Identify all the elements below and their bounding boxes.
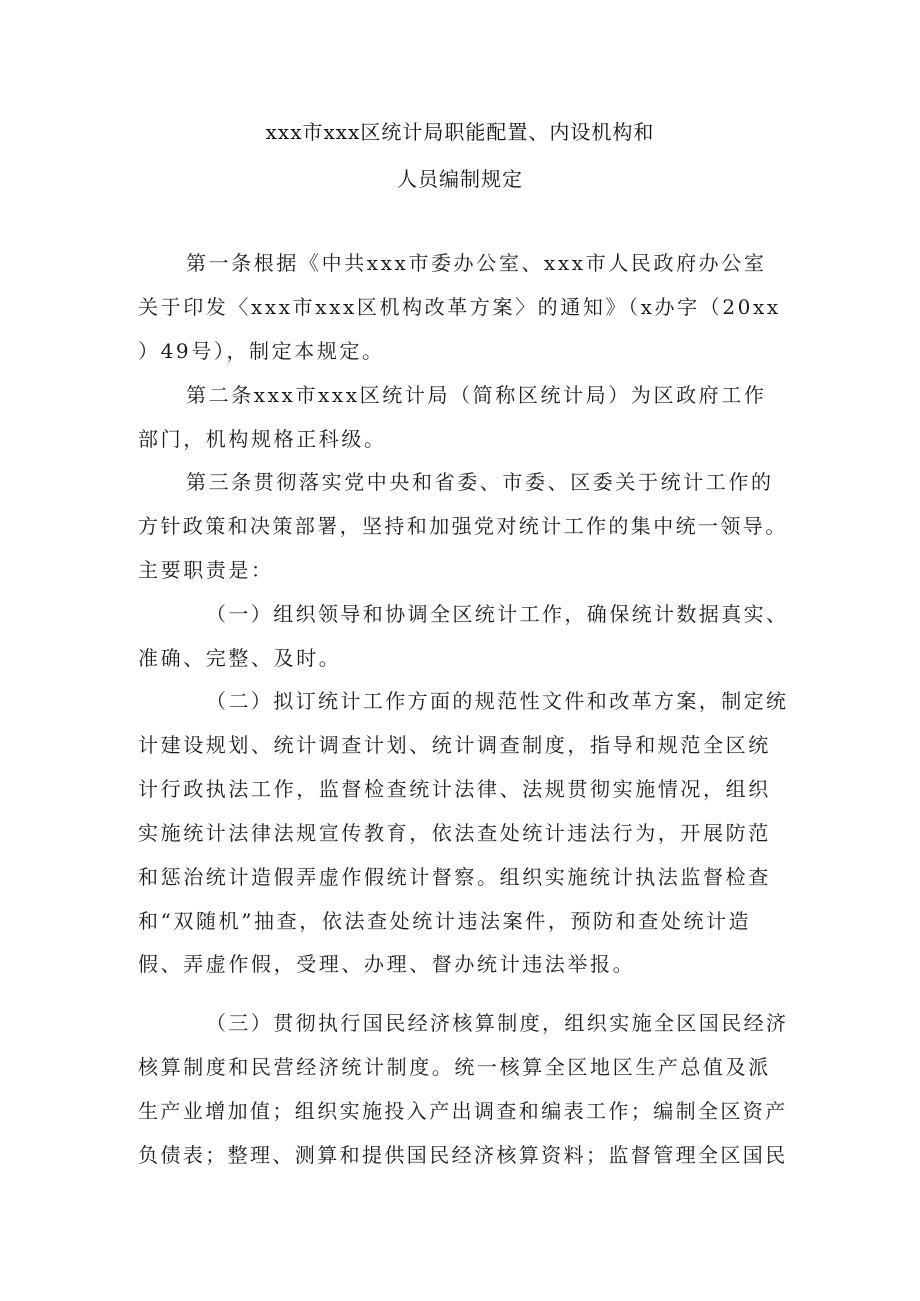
body-text-line: 方针政策和决策部署，坚持和加强党对统计工作的集中统一领导。 xyxy=(138,514,788,538)
body-text-line: 准确、完整、及时。 xyxy=(138,646,342,670)
body-text-line: 关于印发〈xxx市xxx区机构改革方案〉的通知》（x办字（20xx xyxy=(138,295,781,319)
body-text-line: 计建设规划、统计调查计划、统计调查制度，指导和规范全区统 xyxy=(138,733,771,757)
body-text-line: 假、弄虚作假，受理、办理、督办统计违法举报。 xyxy=(138,952,636,976)
body-text-line: 主要职责是： xyxy=(138,558,274,582)
body-text-line: 和“双随机”抽查，依法查处统计违法案件，预防和查处统计造 xyxy=(138,909,752,933)
body-text-line: 生产业增加值；组织实施投入产出调查和编表工作；编制全区资产 xyxy=(138,1099,788,1123)
body-text-line: ）49号），制定本规定。 xyxy=(138,339,385,363)
body-text-line: 负债表；整理、测算和提供国民经济核算资料；监督管理全区国民 xyxy=(138,1143,788,1167)
body-text-line: （一）组织领导和协调全区统计工作，确保统计数据真实、 xyxy=(206,602,789,626)
body-text-line: 实施统计法律法规宣传教育，依法查处统计违法行为，开展防范 xyxy=(138,821,771,845)
body-text-line: 核算制度和民营经济统计制度。统一核算全区地区生产总值及派 xyxy=(138,1055,771,1079)
document-title-line-1: xxx市xxx区统计局职能配置、内设机构和 xyxy=(265,120,655,144)
body-text-line: （三）贯彻执行国民经济核算制度，组织实施全区国民经济 xyxy=(206,1011,789,1035)
body-text-line: 第二条xxx市xxx区统计局（简称区统计局）为区政府工作 xyxy=(186,383,767,407)
body-text-line: 第三条贯彻落实党中央和省委、市委、区委关于统计工作的 xyxy=(186,470,774,494)
body-text-line: 计行政执法工作，监督检查统计法律、法规贯彻实施情况，组织 xyxy=(138,777,771,801)
body-text-line: （二）拟订统计工作方面的规范性文件和改革方案，制定统 xyxy=(206,689,789,713)
body-text-line: 和惩治统计造假弄虚作假统计督察。组织实施统计执法监督检查 xyxy=(138,865,771,889)
body-text-line: 部门，机构规格正科级。 xyxy=(138,427,387,451)
body-text-line: 第一条根据《中共xxx市委办公室、xxx市人民政府办公室 xyxy=(186,251,767,275)
document-title-line-2: 人员编制规定 xyxy=(397,167,523,191)
